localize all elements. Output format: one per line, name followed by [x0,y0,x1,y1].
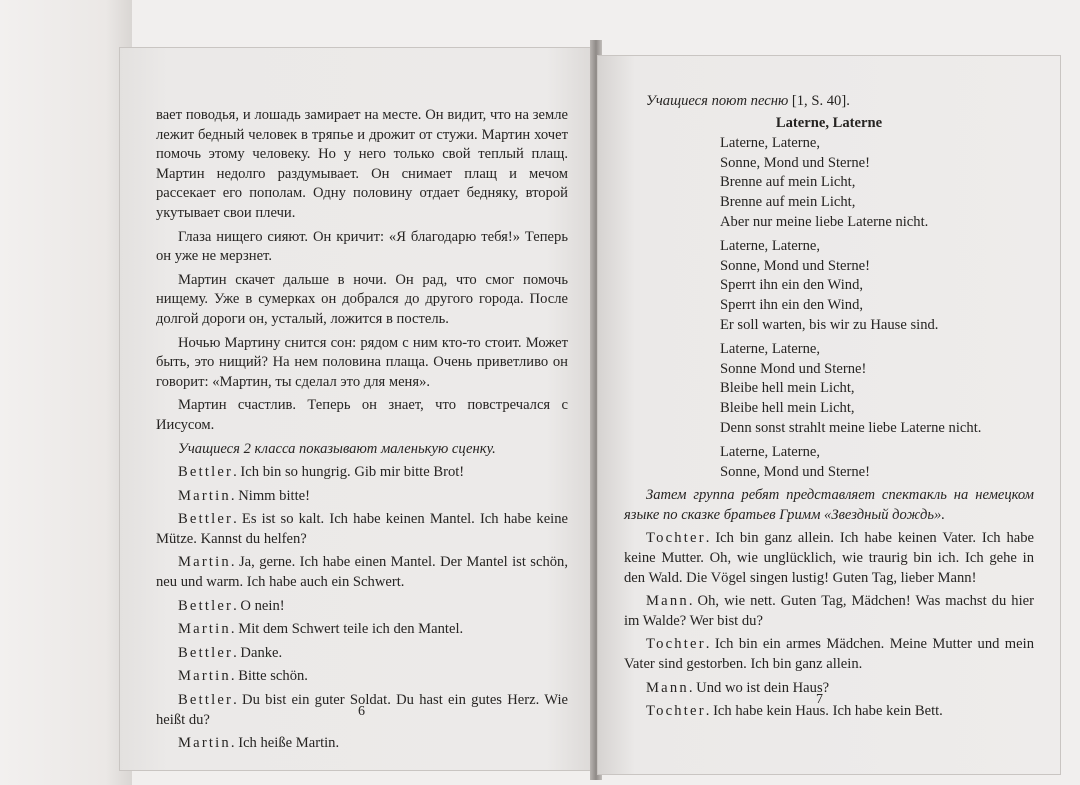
speaker-name: Tochter [646,703,706,720]
speaker-name: Bettler [178,597,234,614]
dialogue-text: . Ich bin ganz allein. Ich habe keinen Vater. Ich habe keine Mutter. Oh, wie unglücklich, wie traurig bin ich. Ich gehe in den Wald. Die Vögel singen lustig! Guten Tag, lieber Mann! [624,530,1034,586]
dialogue-text: . Mit dem Schwert teile ich den Mantel. [230,621,464,638]
dialogue-line [156,667,568,687]
verse-line: Sonne, Mond und Sterne! [720,257,870,274]
verse-line: Brenne auf mein Licht, [720,193,856,210]
song-title: Laterne, Laterne [775,114,883,131]
song-reference: [1, S. 40]. [788,93,850,109]
dialogue-text: . Ja, gerne. Ich habe einen Mantel. Der Mantel ist schön, neu und warm. Ich habe auch ein Schwert. [156,554,568,591]
verse-line: Laterne, Laterne, [720,444,821,461]
verse-line: Laterne, Laterne, [720,341,821,358]
speaker-name: Tochter [646,530,706,547]
paragraph: Ночью Мартину снится сон: рядом с ним кто-то стоит. Может быть, это нищий? На нем половина плаща. Очень приветливо он говорит: «Мартин, ты сделал это для меня». [156,334,568,390]
dialogue-text: . Du bist ein guter Soldat. Du hast ein gutes Herz. Wie heißt du? [156,692,568,728]
stage-direction: Учащиеся 2 класса показывают маленькую сценку. [178,440,496,457]
scan-background [0,0,132,785]
paragraph: Глаза нищего сияют. Он кричит: «Я благодарю тебя!» Теперь он уже не мерзнет. [156,228,568,265]
stage-direction: Затем группа ребят представляет спектакль на немецком языке по сказке братьев Гримм «Звездный дождь». [624,487,1034,523]
speaker-name: Tochter [646,636,706,653]
speaker-name: Bettler [178,644,234,661]
dialogue-line [624,679,1034,699]
dialogue-text: . Es ist so kalt. Ich habe keinen Mantel. Ich habe keine Mütze. Kannst du helfen? [156,511,568,547]
dialogue-line [156,487,568,507]
right-page-text [624,92,1034,722]
dialogue-line [624,529,1034,588]
dialogue-text: . Ich bin so hungrig. Gib mir bitte Brot! [233,464,465,481]
dialogue-text: . Ich heiße Martin. [230,735,340,752]
song-intro-text: Учащиеся поют песню [646,93,789,109]
page-number: 6 [358,704,365,719]
verse-line: Bleibe hell mein Licht, [720,399,855,416]
left-page [120,48,594,770]
verse-line: Sperrt ihn ein den Wind, [720,277,864,294]
dialogue-text: . O nein! [233,597,285,614]
speaker-name: Martin [178,668,231,685]
speaker-name: Martin [178,487,231,504]
song-verse [720,237,1034,335]
speaker-name: Martin [178,554,231,571]
verse-line: Brenne auf mein Licht, [720,174,856,191]
paragraph: Мартин скачет дальше в ночи. Он рад, что смог помочь нищему. Уже в сумерках он добрался до другого города. После долгой дороги он, усталый, ложится в постель. [156,271,568,327]
dialogue-line [156,553,568,592]
dialogue-line [156,597,568,617]
speaker-name: Bettler [178,511,234,528]
verse-line: Aber nur meine liebe Laterne nicht. [720,213,929,230]
dialogue-text: . Ich habe kein Haus. Ich habe kein Bett. [705,703,943,720]
dialogue-line [156,620,568,640]
speaker-name: Bettler [178,464,234,481]
verse-line: Laterne, Laterne, [720,135,821,152]
paragraph: Мартин счастлив. Теперь он знает, что повстречался с Иисусом. [156,397,568,433]
dialogue-text: . Bitte schön. [230,668,308,685]
dialogue-line [624,592,1034,631]
dialogue-line [156,510,568,549]
paragraph: вает поводья, и лошадь замирает на месте. Он видит, что на земле лежит бедный человек в тряпье и дрожит от стужи. Мартин хочет помочь этому человеку. Но у него только свой теплый плащ. Мартин недолго раздумывает. Он снимает плащ и мечом рассекает его пополам. Одну половину отдает бедняку, второй укутывает свои плечи. [156,107,568,221]
dialogue-line [624,635,1034,674]
speaker-name: Bettler [178,692,234,709]
verse-line: Sonne, Mond und Sterne! [720,463,870,480]
dialogue-line [156,644,568,664]
verse-line: Sperrt ihn ein den Wind, [720,296,864,313]
verse-line: Er soll warten, bis wir zu Hause sind. [720,316,939,333]
verse-line: Denn sonst strahlt meine liebe Laterne nicht. [720,419,982,436]
verse-line: Laterne, Laterne, [720,238,821,255]
dialogue-line [624,702,1034,722]
dialogue-text: . Und wo ist dein Haus? [688,679,830,696]
dialogue-text: . Oh, wie nett. Guten Tag, Mädchen! Was machst du hier im Walde? Wer bist du? [624,593,1034,629]
dialogue-text: . Nimm bitte! [230,487,310,504]
speaker-name: Mann [646,679,689,696]
song-intro [624,92,1034,112]
song-verse [720,443,1034,482]
left-page-text [156,106,568,754]
song-verse [720,134,1034,232]
page-number: 7 [816,692,823,707]
speaker-name: Martin [178,621,231,638]
verse-line: Bleibe hell mein Licht, [720,380,855,397]
dialogue-text: . Ich bin ein armes Mädchen. Meine Mutter und mein Vater sind gestorben. Ich bin ganz allein. [624,636,1034,673]
speaker-name: Mann [646,593,689,610]
song-verse [720,340,1034,438]
speaker-name: Martin [178,735,231,752]
dialogue-line [156,734,568,754]
verse-line: Sonne, Mond und Sterne! [720,154,870,171]
dialogue-line [156,463,568,483]
verse-line: Sonne Mond und Sterne! [720,360,867,377]
dialogue-text: . Danke. [233,644,283,661]
right-page [598,56,1060,774]
